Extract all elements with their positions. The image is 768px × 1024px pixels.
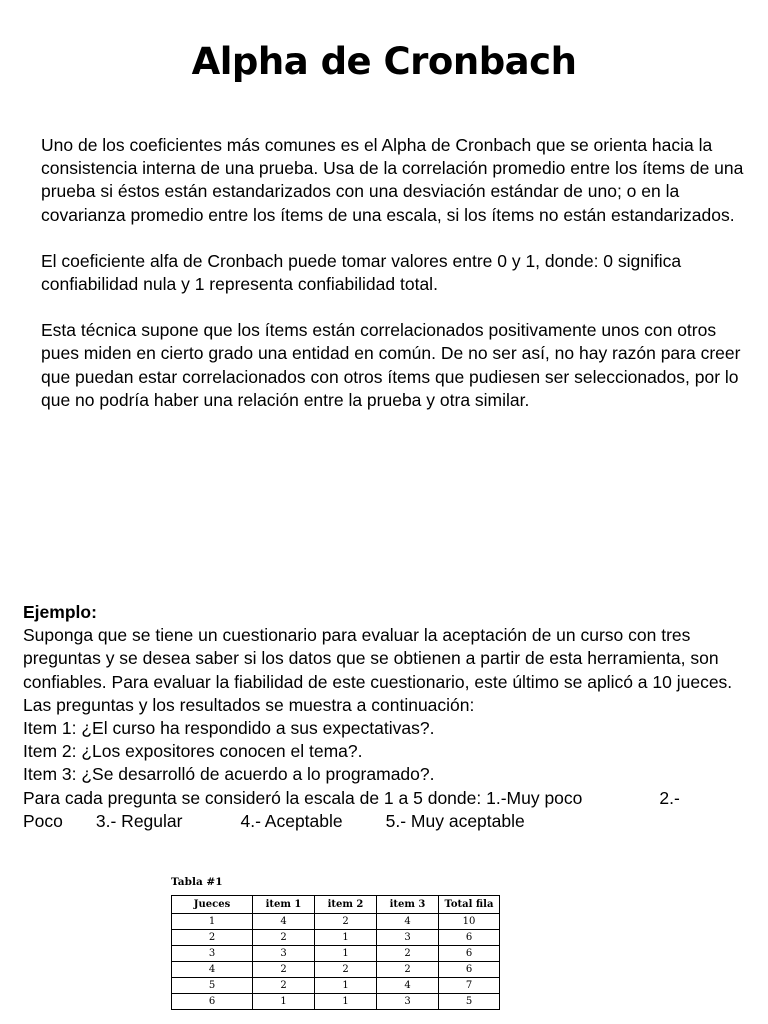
document-title: Alpha de Cronbach	[191, 40, 577, 83]
table-cell: 2	[315, 962, 377, 978]
table-cell: 1	[315, 978, 377, 994]
table-cell: 10	[439, 914, 500, 930]
example-item-3: Item 3: ¿Se desarrolló de acuerdo a lo programado?.	[23, 764, 435, 785]
table-cell: 6	[439, 962, 500, 978]
scale-option-2-label: Poco	[23, 810, 63, 831]
table-row	[172, 962, 500, 978]
table-header-row	[172, 896, 500, 914]
intro-paragraph-2: El coeficiente alfa de Cronbach puede tomar valores entre 0 y 1, donde: 0 significa confiabilidad nula y 1 representa confiabilidad total.	[41, 250, 682, 295]
table-cell: 3	[377, 930, 439, 946]
table-cell: 4	[253, 914, 315, 930]
example-item-2: Item 2: ¿Los expositores conocen el tema?.	[23, 741, 363, 762]
intro-paragraph-3: Esta técnica supone que los ítems están correlacionados positivamente unos con otros pues miden en cierto grado una entidad en común. De no ser así, no hay razón para creer que puedan estar correlacionados con otros ítems que pudiesen ser seleccionados, por lo que no podría haber una relación entre la prueba y otra similar.	[41, 320, 741, 410]
table-cell: 3	[172, 946, 253, 962]
intro-paragraph-1: Uno de los coeficientes más comunes es el Alpha de Cronbach que se orienta hacia la consistencia interna de una prueba. Usa de la correlación promedio entre los ítems de una prueba si éstos están estandarizados con una desviación estándar de uno; o en la covarianza promedio entre los ítems de una escala, si los ítems no están estandarizados.	[41, 135, 744, 225]
table-cell: 1	[315, 994, 377, 1010]
table-caption: Tabla #1	[171, 876, 223, 888]
table-header-cell: Jueces	[172, 896, 253, 914]
scale-option-2-prefix: 2.-	[659, 787, 680, 808]
table-cell: 4	[377, 978, 439, 994]
table-cell: 2	[315, 914, 377, 930]
table-header-cell: item 3	[377, 896, 439, 914]
table-cell: 4	[377, 914, 439, 930]
intro-section	[41, 134, 751, 435]
table-row	[172, 914, 500, 930]
table-cell: 6	[172, 994, 253, 1010]
example-body: Suponga que se tiene un cuestionario para evaluar la aceptación de un curso con tres preguntas y se desea saber si los datos que se obtienen a partir de esta herramienta, son confiables. Para evaluar la fiabilidad de este cuestionario, este último se aplicó a 10 jueces. Las preguntas y los resultados se muestra a continuación:	[23, 625, 733, 715]
data-table	[171, 895, 500, 1010]
table-header-cell: item 1	[253, 896, 315, 914]
table-cell: 7	[439, 978, 500, 994]
scale-option-3: 3.- Regular	[95, 810, 183, 831]
table-header-cell: Total fila	[439, 896, 500, 914]
table-cell: 3	[377, 994, 439, 1010]
table-cell: 2	[253, 930, 315, 946]
table-cell: 1	[172, 914, 253, 930]
table-cell: 2	[172, 930, 253, 946]
data-table-container	[171, 876, 500, 1010]
table-cell: 5	[439, 994, 500, 1010]
example-heading: Ejemplo:	[23, 602, 97, 622]
scale-line-1	[23, 787, 748, 810]
scale-option-4: 4.- Aceptable	[240, 810, 343, 831]
table-cell: 2	[377, 946, 439, 962]
table-cell: 2	[253, 962, 315, 978]
table-header-cell: item 2	[315, 896, 377, 914]
table-row	[172, 994, 500, 1010]
example-section	[23, 601, 748, 833]
table-cell: 6	[439, 930, 500, 946]
table-row	[172, 930, 500, 946]
table-cell: 1	[315, 930, 377, 946]
table-cell: 1	[253, 994, 315, 1010]
table-cell: 2	[377, 962, 439, 978]
table-cell: 2	[253, 978, 315, 994]
scale-line-2	[23, 810, 748, 833]
table-row	[172, 946, 500, 962]
table-row	[172, 978, 500, 994]
table-cell: 4	[172, 962, 253, 978]
example-item-1: Item 1: ¿El curso ha respondido a sus expectativas?.	[23, 718, 435, 739]
table-cell: 3	[253, 946, 315, 962]
table-cell: 1	[315, 946, 377, 962]
table-cell: 6	[439, 946, 500, 962]
scale-intro: Para cada pregunta se consideró la escala de 1 a 5 donde: 1.-Muy poco	[23, 787, 583, 808]
scale-option-5: 5.- Muy aceptable	[385, 810, 525, 831]
table-cell: 5	[172, 978, 253, 994]
